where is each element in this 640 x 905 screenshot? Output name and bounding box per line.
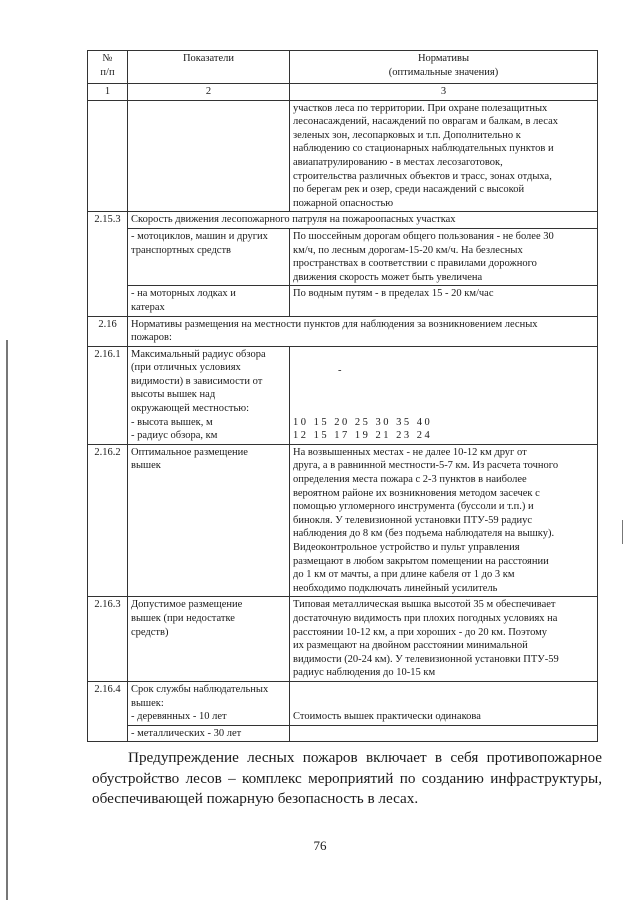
indicator-cell — [128, 228, 290, 285]
col-number-2: 2 — [128, 84, 290, 101]
text-line: видимости) в зависимости от — [131, 375, 263, 387]
indicator-cell — [128, 286, 290, 316]
text-line: окружающей местностью: — [131, 403, 250, 415]
text-line: до 1 км от мачты, а при длине кабеля от 1 до 3 км — [293, 569, 515, 581]
text-line: Оптимальное размещение — [131, 446, 248, 458]
row-2-16-1 — [88, 346, 598, 444]
text-line: Нормативы размещения на местности пунктов для наблюдения за возникновением лесных — [131, 318, 538, 330]
text-line: - мотоциклов, машин и других — [131, 230, 268, 242]
text-line: катерах — [131, 301, 165, 313]
row-number: 2.16.4 — [88, 681, 128, 741]
row-2-16-4 — [88, 681, 598, 725]
row-number: 2.15.3 — [88, 212, 128, 316]
continuation-no — [88, 100, 128, 212]
scan-edge-mark — [6, 340, 8, 900]
norm-cell — [290, 681, 598, 725]
text-line: - деревянных - 10 лет — [131, 711, 227, 723]
text-line: вышек (при недостатке — [131, 613, 235, 624]
norms-table — [87, 50, 598, 742]
scan-edge-mark — [622, 520, 623, 544]
text-line: радиус наблюдения до 10-15 км — [293, 667, 436, 679]
col-number-3: 3 — [290, 84, 598, 101]
indicator-cell — [128, 597, 290, 682]
text-line: Стоимость вышек практически одинакова — [293, 711, 481, 723]
text-line: - металлических - 30 лет — [131, 727, 242, 739]
text-line: необходимо подключать линейный усилитель — [293, 582, 498, 594]
row-2-16 — [88, 316, 598, 346]
text-line: - высота вышек, м — [131, 416, 213, 428]
text-line: помощью угломерного инструмента (буссоли и т.п.) и — [293, 501, 534, 513]
text-line: средств) — [131, 626, 169, 638]
text-line: - на моторных лодках и — [131, 288, 236, 300]
text-line: авиапатрулированию - в местах лесозаготовок, — [293, 156, 503, 168]
text-line: высоты вышек над — [131, 389, 216, 401]
header-indicator: Показатели — [128, 51, 290, 84]
text-line: пожарной опасностью — [293, 197, 394, 209]
text-line: транспортных средств — [131, 244, 232, 256]
row-2-15-3-vehicles — [88, 228, 598, 285]
text-line: друга, а в равнинной местности-5-7 км. Из расчета точного — [293, 460, 559, 472]
text-line: Максимальный радиус обзора — [131, 348, 266, 360]
row-number: 2.16.3 — [88, 597, 128, 682]
continuation-text — [290, 100, 598, 212]
col-number-1: 1 — [88, 84, 128, 101]
text-line: вышек: — [131, 697, 164, 709]
norm-cell — [290, 228, 598, 285]
indicator-cell — [128, 444, 290, 597]
row-title: Скорость движения лесопожарного патруля на пожароопасных участках — [128, 212, 598, 229]
text-line: лесонасаждений, насаждений по оврагам и балкам, в лесах — [293, 116, 559, 128]
text-line: (при отличных условиях — [131, 362, 241, 374]
header-norms: Нормативы (оптимальные значения) — [290, 51, 598, 84]
text-line: достаточную видимость при плохих погодных условиях на — [293, 613, 558, 624]
text-line: наблюдению со стационарных наблюдательных пунктов и — [293, 143, 554, 155]
row-number: 2.16.1 — [88, 346, 128, 444]
text-line: участков леса по территории. При охране полезащитных — [293, 102, 548, 114]
view-radii: 12 15 17 19 21 23 24 — [293, 430, 433, 442]
text-line: расстоянии 10-12 км, а при хороших - до 20 км. Поэтому — [293, 626, 548, 638]
norm-cell — [290, 286, 598, 316]
column-number-row — [88, 84, 598, 101]
row-2-15-3 — [88, 212, 598, 229]
text-line: по берегам рек и озер, среди насаждений с высокой — [293, 184, 525, 196]
text-line: Срок службы наблюдательных — [131, 683, 269, 695]
row-number: 2.16.2 — [88, 444, 128, 597]
text-line: км/ч, по лесным дорогам-15-20 км/ч. На безлесных — [293, 244, 523, 256]
indicator-cell — [128, 681, 290, 725]
text-line: размещают в любом закрытом помещении на расстоянии — [293, 555, 549, 567]
continuation-row — [88, 100, 598, 212]
text-line: Типовая металлическая вышка высотой 35 м обеспечивает — [293, 599, 556, 611]
text-line: движения скорость может быть увеличена — [293, 271, 483, 283]
row-number: 2.16 — [88, 316, 128, 346]
tower-heights: 10 15 20 25 30 35 40 — [293, 416, 433, 428]
row-2-16-3 — [88, 597, 598, 682]
text-line: бинокля. У телевизионной установки ПТУ-59 радиус — [293, 514, 533, 526]
text-line: вероятном районе их возникновения методом засечек с — [293, 487, 540, 499]
text-line: По водным путям - в пределах 15 - 20 км/час — [293, 288, 494, 300]
text-line: вышек — [131, 460, 161, 472]
page-number: 76 — [313, 838, 327, 853]
indicator-cell — [128, 346, 290, 444]
body-paragraph: Предупреждение лесных пожаров включает в себя противопожарное обустройство лесов – комплекс мероприятий по созданию инфраструктуры, обеспечивающей пожарную безопасность в лесах. — [92, 749, 602, 807]
text-line: - радиус обзора, км — [131, 430, 218, 442]
norm-cell — [290, 444, 598, 597]
text-line: строительства различных объектов и трасс, зонах отдыха, — [293, 170, 552, 182]
text-line: зеленых зон, лесопарковых и т.п. Дополнительно к — [293, 129, 521, 141]
text-line: наблюдения до 8 км (без подъема наблюдателя на вышку). — [293, 528, 555, 540]
row-2-16-4-metal — [88, 725, 598, 742]
text-line: Допустимое размещение — [131, 599, 243, 611]
text-line: видимости (20-24 км). У телевизионной установки ПТУ-59 — [293, 653, 559, 665]
header-no: № п/п — [88, 51, 128, 84]
norm-cell — [290, 597, 598, 682]
text-line: На возвышенных местах - не далее 10-12 км друг от — [293, 446, 527, 458]
continuation-indicator — [128, 100, 290, 212]
norm-cell — [290, 725, 598, 742]
indicator-cell — [128, 725, 290, 742]
text-line: пожаров: — [131, 332, 172, 344]
text-line: их размещают на двойном расстоянии минимальной — [293, 640, 528, 652]
norm-cell — [290, 346, 598, 444]
row-2-15-3-boats — [88, 286, 598, 316]
text-line: пространствах в соответствии с правилами дорожного — [293, 258, 537, 270]
table-header-row — [88, 51, 598, 84]
text-line: определения места пожара с 2-3 пунктов в наиболее — [293, 474, 527, 486]
text-line: По шоссейным дорогам общего пользования - не более 30 — [293, 230, 554, 242]
placeholder-dash: - — [338, 364, 342, 376]
row-title — [128, 316, 598, 346]
row-2-16-2 — [88, 444, 598, 597]
text-line: Видеоконтрольное устройство и пульт управления — [293, 542, 520, 554]
